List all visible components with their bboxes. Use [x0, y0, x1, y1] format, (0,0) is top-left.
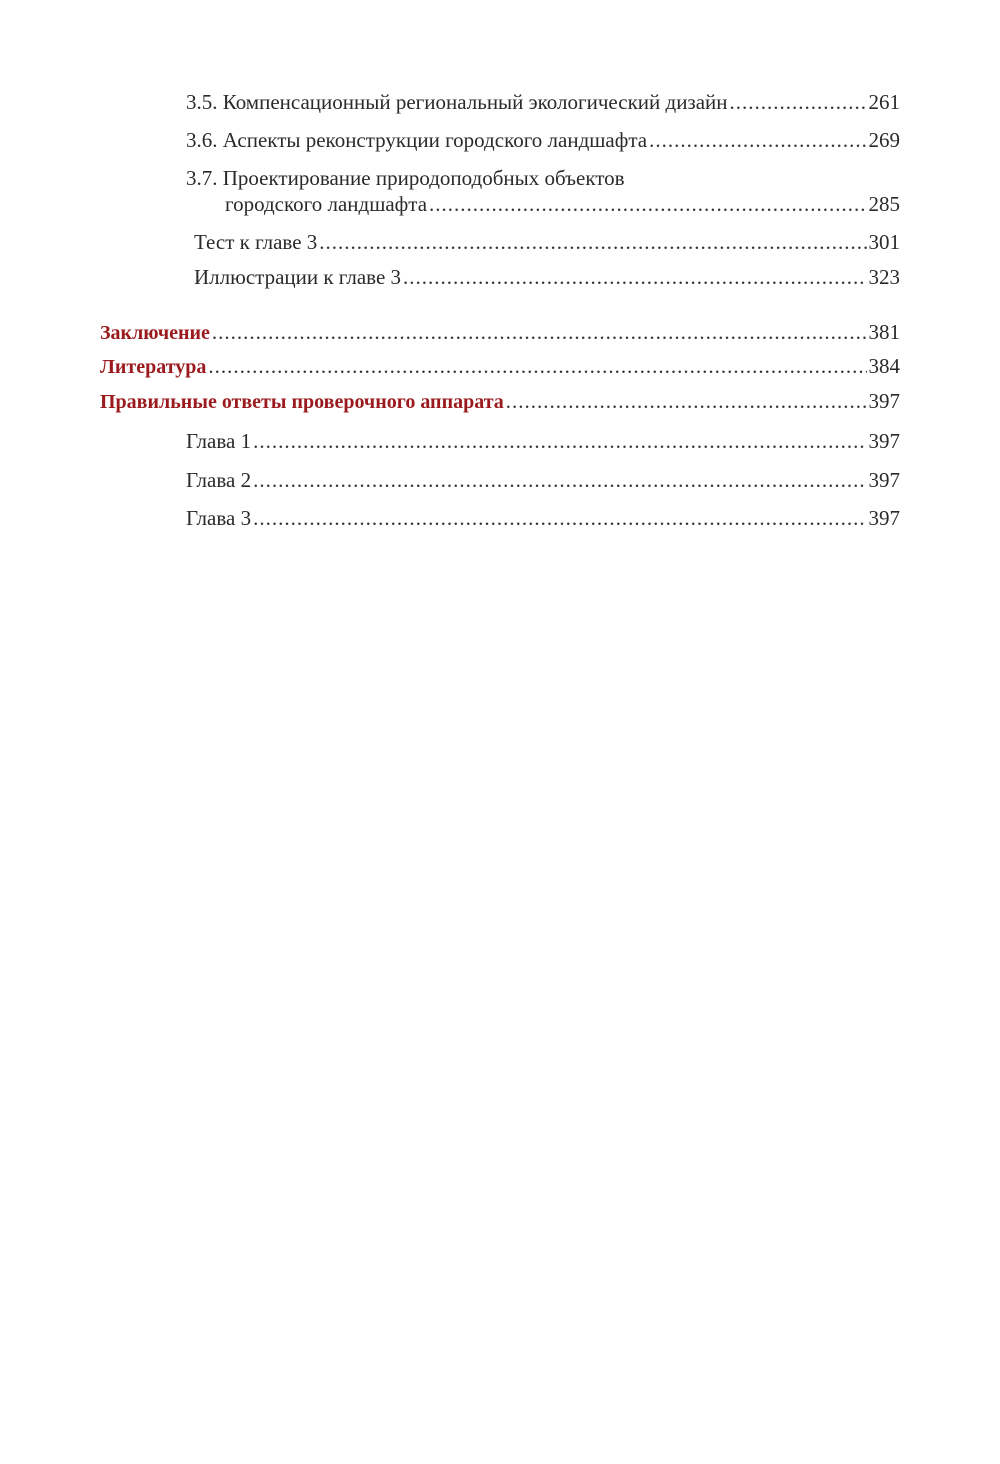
toc-entry-title: Глава 2 [186, 468, 252, 492]
toc-entry-3-7-line1 [100, 166, 900, 190]
toc-entry-test-chapter-3 [100, 230, 900, 254]
toc-entry-3-6 [100, 128, 900, 152]
dot-leader [319, 230, 866, 254]
toc-entry-title: Глава 1 [186, 429, 252, 453]
toc-entry-page: 323 [868, 265, 900, 289]
dot-leader [730, 90, 867, 114]
toc-entry-title: 3.5. Компенсационный региональный экологический дизайн [186, 90, 728, 114]
toc-entry-answers-chapter-1 [100, 429, 900, 453]
dot-leader [253, 506, 866, 530]
toc-entry-answers-chapter-3 [100, 506, 900, 530]
toc-entry-answers [100, 389, 900, 414]
toc-heading-title: Литература [100, 356, 207, 378]
dot-leader [403, 265, 866, 289]
toc-entry-title-line2: городского ландшафта [225, 192, 428, 216]
toc-entry-title-line1: 3.7. Проектирование природоподобных объектов [186, 166, 625, 190]
toc-entry-page: 301 [868, 230, 900, 254]
toc-entry-answers-chapter-2 [100, 468, 900, 492]
toc-entry-illustrations-chapter-3 [100, 265, 900, 289]
toc-entry-page: 397 [868, 429, 900, 453]
toc-entry-page: 285 [868, 192, 900, 216]
toc-entry-page: 269 [868, 128, 900, 152]
dot-leader [649, 128, 866, 152]
toc-entry-title: Иллюстрации к главе 3 [194, 265, 402, 289]
toc-heading-title: Заключение [100, 322, 210, 344]
toc-entry-3-7 [100, 192, 900, 216]
toc-entry-title: Тест к главе 3 [194, 230, 318, 254]
dot-leader [506, 389, 867, 413]
toc-entry-3-5 [100, 90, 900, 114]
dot-leader [253, 429, 866, 453]
toc-entry-page: 384 [868, 354, 900, 378]
dot-leader [253, 468, 866, 492]
toc-entry-literature [100, 354, 900, 379]
toc-entry-page: 397 [868, 389, 900, 413]
dot-leader [212, 320, 867, 344]
toc-heading-title: Правильные ответы проверочного аппарата [100, 391, 504, 413]
dot-leader [429, 192, 866, 216]
toc-entry-title: 3.6. Аспекты реконструкции городского ландшафта [186, 128, 648, 152]
toc-entry-title: Глава 3 [186, 506, 252, 530]
toc-entry-page: 397 [868, 506, 900, 530]
toc-entry-conclusion [100, 320, 900, 345]
toc-entry-page: 397 [868, 468, 900, 492]
toc-entry-page: 381 [868, 320, 900, 344]
dot-leader [208, 354, 866, 378]
toc-entry-page: 261 [868, 90, 900, 114]
